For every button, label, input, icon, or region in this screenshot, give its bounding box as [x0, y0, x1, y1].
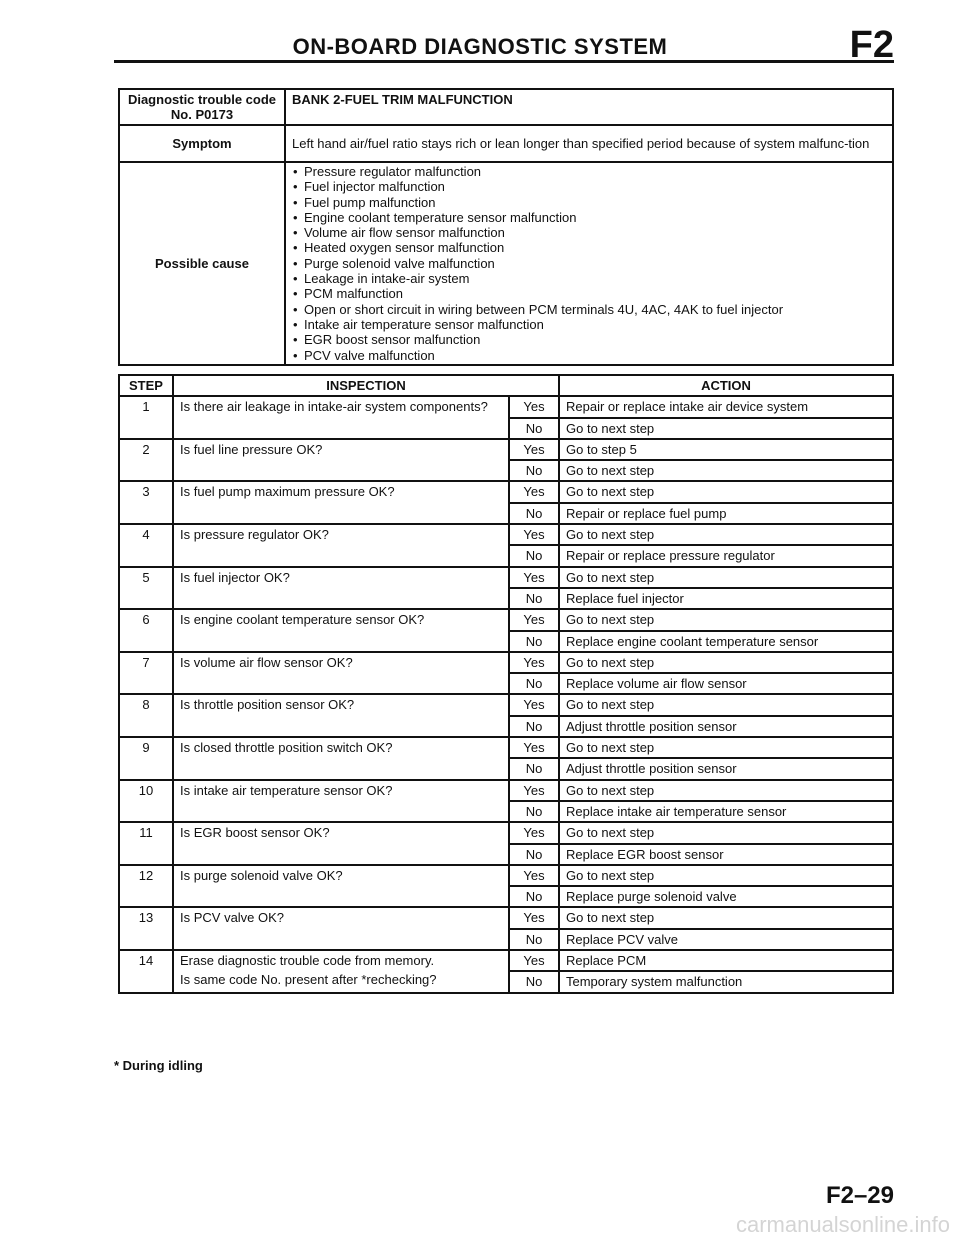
step-number: 3	[119, 481, 173, 524]
footnote: * During idling	[114, 1058, 203, 1073]
step-number: 9	[119, 737, 173, 780]
code-label: Diagnostic trouble code No. P0173	[119, 89, 285, 125]
step-question: Erase diagnostic trouble code from memory. Is same code No. present after *rechecking?	[173, 950, 509, 993]
step-question: Is volume air flow sensor OK?	[173, 652, 509, 695]
step-question: Is there air leakage in intake-air system components?	[173, 396, 509, 439]
step-question: Is intake air temperature sensor OK?	[173, 780, 509, 823]
yes-action: Go to next step	[559, 481, 893, 502]
cause-item: • Volume air flow sensor malfunction	[292, 225, 886, 240]
action-header: ACTION	[559, 375, 893, 396]
no-label: No	[509, 886, 559, 907]
no-action: Replace intake air temperature sensor	[559, 801, 893, 822]
cause-list	[292, 164, 886, 363]
yes-action: Go to next step	[559, 609, 893, 630]
cause-item: • Heated oxygen sensor malfunction	[292, 240, 886, 255]
yes-label: Yes	[509, 907, 559, 928]
no-action: Replace purge solenoid valve	[559, 886, 893, 907]
step-number: 13	[119, 907, 173, 950]
cause-item: • PCV valve malfunction	[292, 348, 886, 363]
step-question: Is closed throttle position switch OK?	[173, 737, 509, 780]
step-row-yes	[119, 396, 893, 417]
symptom-label: Symptom	[119, 125, 285, 162]
step-number: 8	[119, 694, 173, 737]
no-label: No	[509, 844, 559, 865]
no-action: Adjust throttle position sensor	[559, 758, 893, 779]
header-row	[119, 375, 893, 396]
step-number: 11	[119, 822, 173, 865]
step-row-yes	[119, 524, 893, 545]
yes-action: Go to next step	[559, 907, 893, 928]
step-header: STEP	[119, 375, 173, 396]
yes-action: Go to next step	[559, 524, 893, 545]
step-row-yes	[119, 865, 893, 886]
yes-action: Go to next step	[559, 694, 893, 715]
no-label: No	[509, 929, 559, 950]
yes-label: Yes	[509, 737, 559, 758]
yes-label: Yes	[509, 396, 559, 417]
step-number: 10	[119, 780, 173, 823]
yes-action: Go to next step	[559, 780, 893, 801]
yes-label: Yes	[509, 567, 559, 588]
yes-action: Go to next step	[559, 737, 893, 758]
step-row-yes	[119, 694, 893, 715]
step-row-yes	[119, 822, 893, 843]
cause-item: • Open or short circuit in wiring between PCM terminals 4U, 4AC, 4AK to fuel injector	[292, 302, 886, 317]
no-action: Adjust throttle position sensor	[559, 716, 893, 737]
no-action: Go to next step	[559, 460, 893, 481]
diagnostic-info-table	[118, 88, 894, 366]
no-label: No	[509, 588, 559, 609]
cause-item: • EGR boost sensor malfunction	[292, 332, 886, 347]
yes-label: Yes	[509, 439, 559, 460]
no-label: No	[509, 971, 559, 992]
no-action: Replace fuel injector	[559, 588, 893, 609]
yes-label: Yes	[509, 481, 559, 502]
no-action: Go to next step	[559, 418, 893, 439]
step-number: 6	[119, 609, 173, 652]
section-code: F2	[849, 24, 894, 66]
yes-action: Go to next step	[559, 567, 893, 588]
step-number: 14	[119, 950, 173, 993]
yes-action: Repair or replace intake air device system	[559, 396, 893, 417]
yes-action: Go to next step	[559, 865, 893, 886]
yes-action: Go to next step	[559, 822, 893, 843]
no-action: Repair or replace fuel pump	[559, 503, 893, 524]
step-question: Is throttle position sensor OK?	[173, 694, 509, 737]
symptom-row	[119, 125, 893, 162]
step-number: 7	[119, 652, 173, 695]
step-number: 12	[119, 865, 173, 908]
yes-action: Go to step 5	[559, 439, 893, 460]
yes-label: Yes	[509, 865, 559, 886]
step-question: Is pressure regulator OK?	[173, 524, 509, 567]
yes-label: Yes	[509, 609, 559, 630]
yes-action: Go to next step	[559, 652, 893, 673]
cause-label: Possible cause	[119, 162, 285, 365]
watermark: carmanualsonline.info	[735, 1212, 950, 1237]
no-label: No	[509, 460, 559, 481]
page-number: F2–29	[825, 1182, 894, 1209]
no-action: Temporary system malfunction	[559, 971, 893, 992]
no-label: No	[509, 673, 559, 694]
step-number: 4	[119, 524, 173, 567]
steps-body	[119, 396, 893, 992]
step-question: Is PCV valve OK?	[173, 907, 509, 950]
step-row-yes	[119, 567, 893, 588]
yes-label: Yes	[509, 822, 559, 843]
inspection-header: INSPECTION	[173, 375, 559, 396]
no-label: No	[509, 801, 559, 822]
no-label: No	[509, 545, 559, 566]
no-label: No	[509, 503, 559, 524]
inspection-table	[118, 374, 894, 994]
symptom-value: Left hand air/fuel ratio stays rich or lean longer than specified period because of system malfunc-tion	[285, 125, 893, 162]
code-row	[119, 89, 893, 125]
step-row-yes	[119, 481, 893, 502]
no-action: Replace PCV valve	[559, 929, 893, 950]
cause-item: • Fuel injector malfunction	[292, 179, 886, 194]
step-row-yes	[119, 950, 893, 971]
no-label: No	[509, 716, 559, 737]
step-number: 1	[119, 396, 173, 439]
step-question: Is engine coolant temperature sensor OK?	[173, 609, 509, 652]
cause-row	[119, 162, 893, 365]
yes-label: Yes	[509, 694, 559, 715]
no-label: No	[509, 631, 559, 652]
cause-item: • PCM malfunction	[292, 286, 886, 301]
cause-item: • Purge solenoid valve malfunction	[292, 256, 886, 271]
step-row-yes	[119, 652, 893, 673]
yes-label: Yes	[509, 950, 559, 971]
code-value: BANK 2-FUEL TRIM MALFUNCTION	[285, 89, 893, 125]
no-action: Replace EGR boost sensor	[559, 844, 893, 865]
no-action: Replace engine coolant temperature sensor	[559, 631, 893, 652]
yes-label: Yes	[509, 652, 559, 673]
cause-item: • Leakage in intake-air system	[292, 271, 886, 286]
step-row-yes	[119, 439, 893, 460]
step-question: Is fuel line pressure OK?	[173, 439, 509, 482]
no-action: Replace volume air flow sensor	[559, 673, 893, 694]
yes-action: Replace PCM	[559, 950, 893, 971]
step-row-yes	[119, 609, 893, 630]
step-question: Is purge solenoid valve OK?	[173, 865, 509, 908]
step-number: 5	[119, 567, 173, 610]
step-question: Is fuel injector OK?	[173, 567, 509, 610]
cause-item: • Engine coolant temperature sensor malfunction	[292, 210, 886, 225]
step-number: 2	[119, 439, 173, 482]
step-row-yes	[119, 780, 893, 801]
step-row-yes	[119, 737, 893, 758]
step-question: Is fuel pump maximum pressure OK?	[173, 481, 509, 524]
step-row-yes	[119, 907, 893, 928]
step-question: Is EGR boost sensor OK?	[173, 822, 509, 865]
cause-item: • Fuel pump malfunction	[292, 195, 886, 210]
no-label: No	[509, 758, 559, 779]
no-label: No	[509, 418, 559, 439]
page-title: ON-BOARD DIAGNOSTIC SYSTEM	[292, 34, 668, 59]
cause-item: • Intake air temperature sensor malfunction	[292, 317, 886, 332]
yes-label: Yes	[509, 780, 559, 801]
header-rule	[114, 60, 894, 63]
cause-item: • Pressure regulator malfunction	[292, 164, 886, 179]
yes-label: Yes	[509, 524, 559, 545]
no-action: Repair or replace pressure regulator	[559, 545, 893, 566]
